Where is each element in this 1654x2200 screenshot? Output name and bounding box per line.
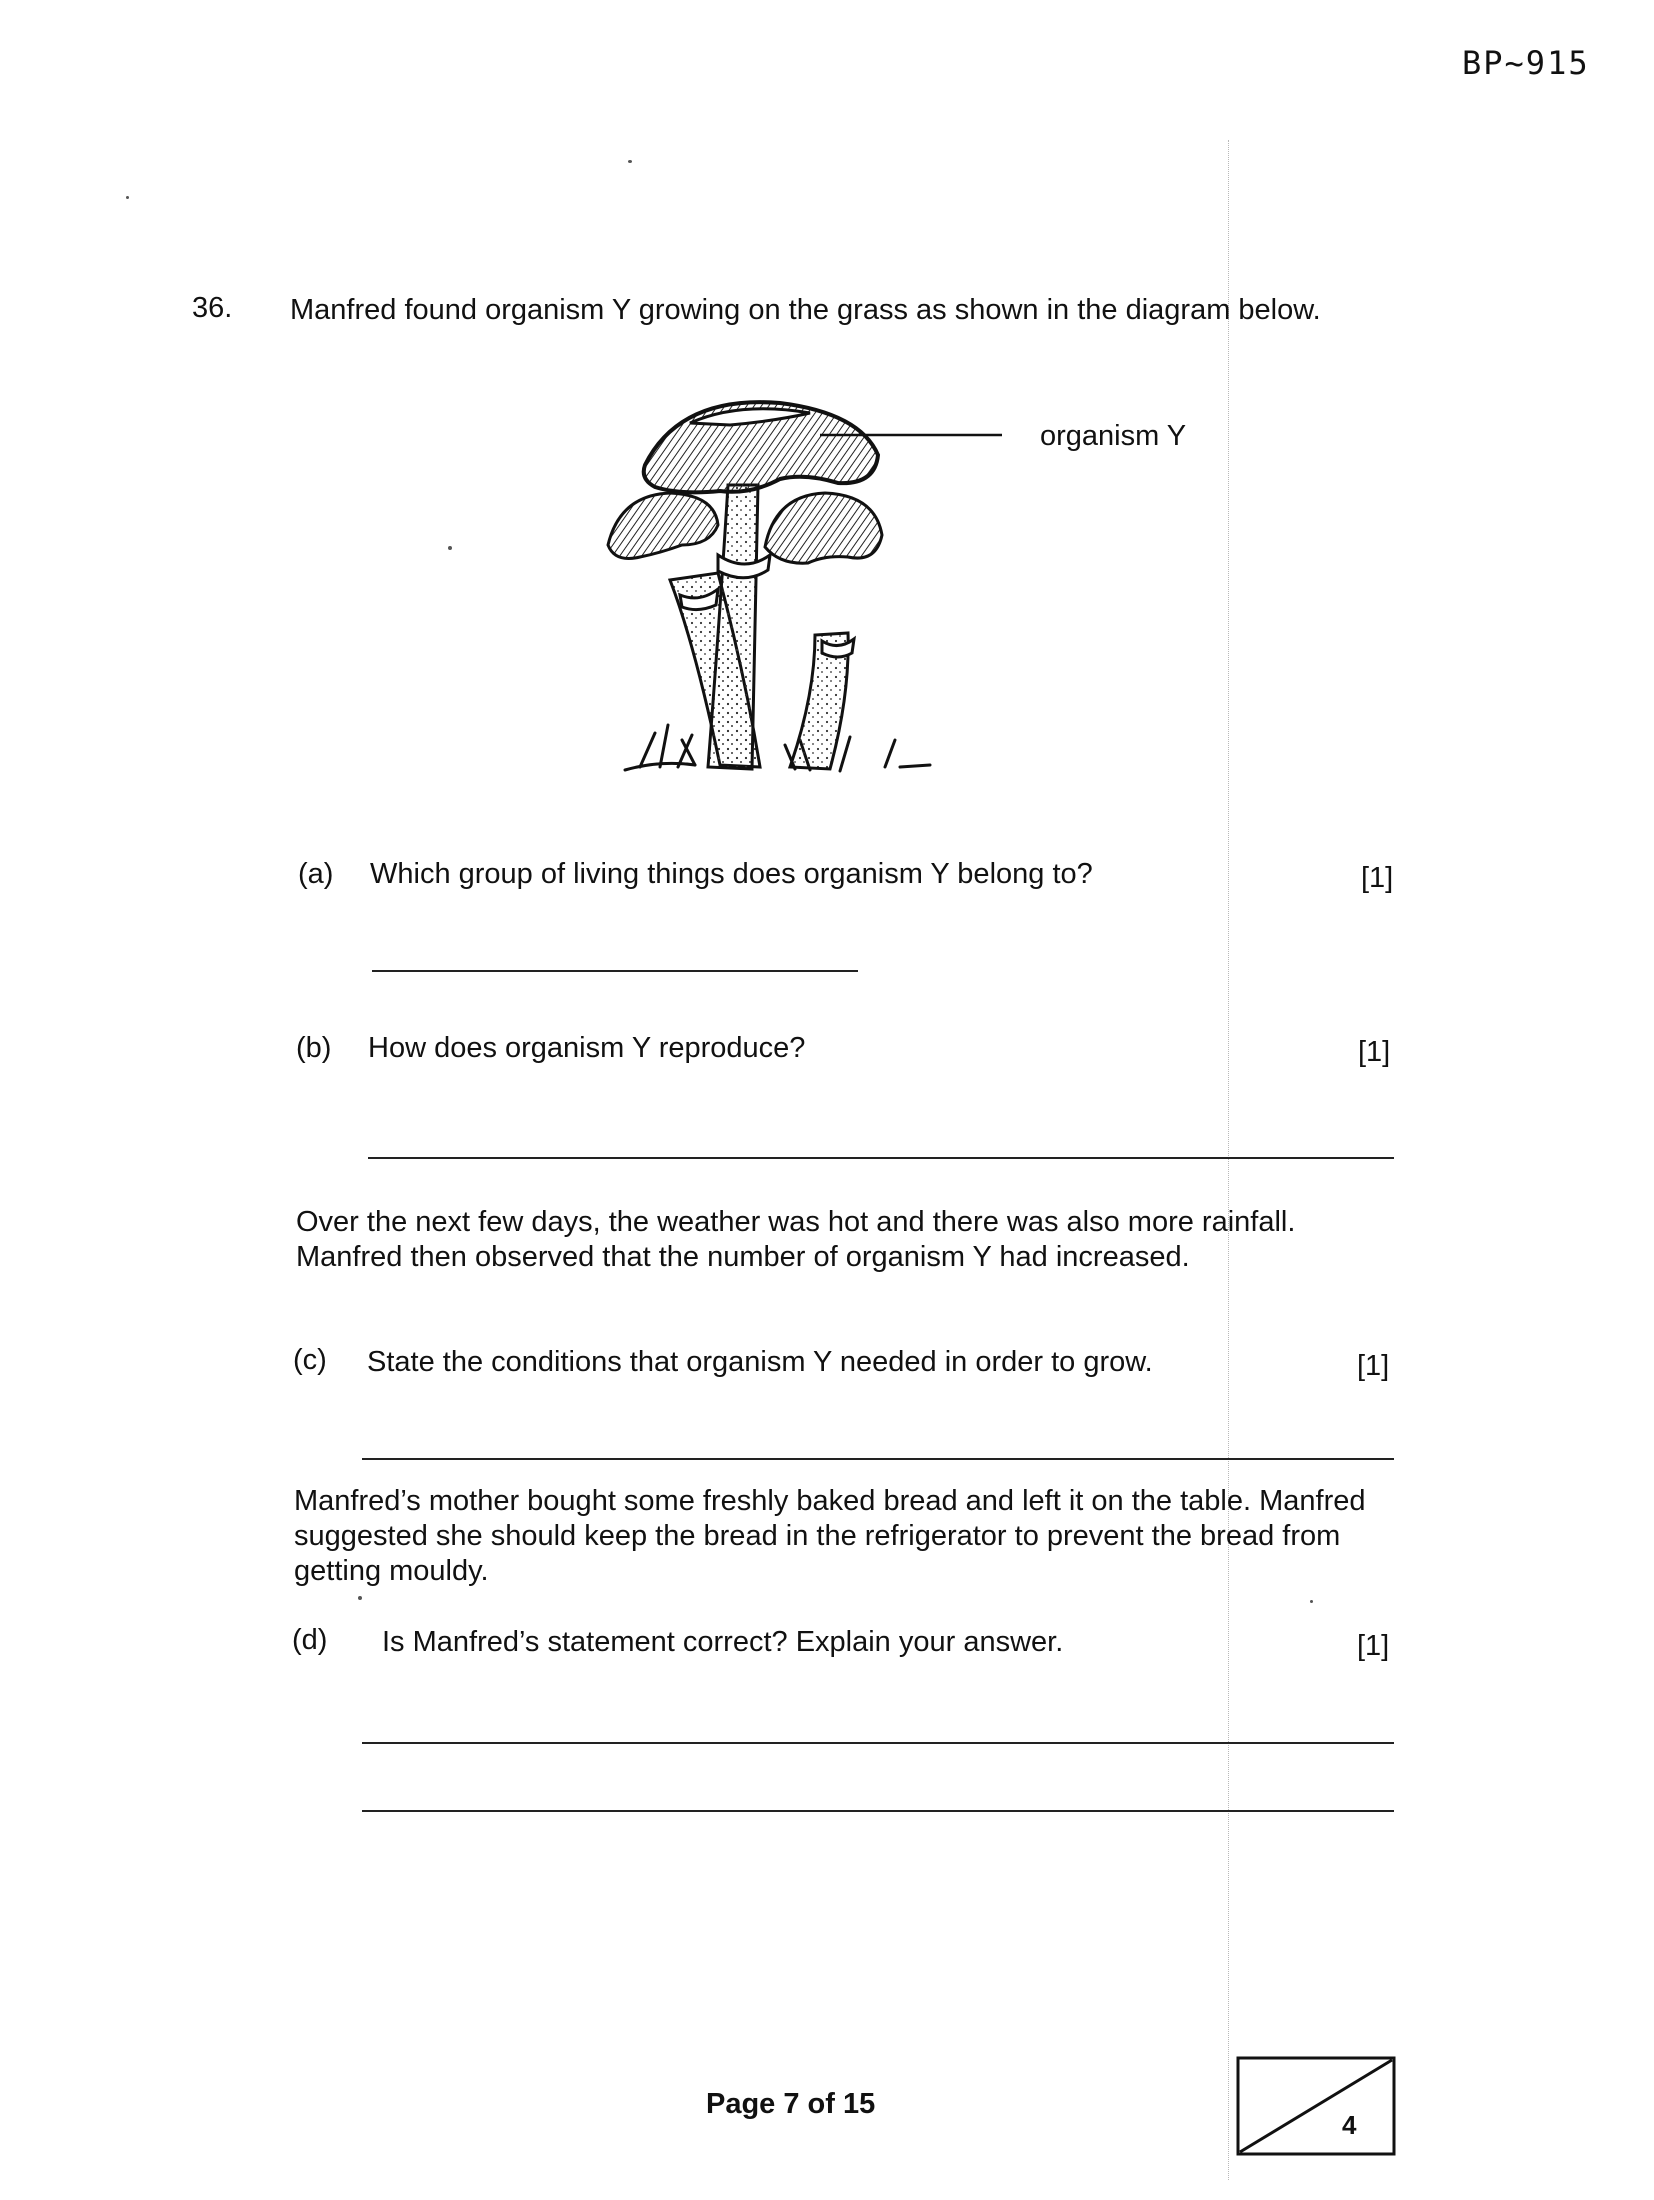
- scan-speck: [358, 1596, 362, 1600]
- scan-line: [1228, 140, 1229, 2180]
- scan-speck: [628, 160, 632, 163]
- question-number: 36.: [192, 292, 233, 324]
- part-a-answer-line[interactable]: [372, 970, 858, 972]
- part-c-answer-line[interactable]: [362, 1458, 1394, 1460]
- part-b-question: How does organism Y reproduce?: [368, 1032, 806, 1064]
- question-intro: Manfred found organism Y growing on the grass as shown in the diagram below.: [290, 294, 1321, 326]
- part-c-marks: [1]: [1357, 1350, 1390, 1382]
- context-paragraph-weather: Over the next few days, the weather was hot and there was also more rainfall. Manfred then observed that the number of organism Y had increased.: [296, 1206, 1296, 1273]
- scan-speck: [126, 196, 129, 199]
- score-box: [1236, 2056, 1396, 2156]
- part-d-answer-line-2[interactable]: [362, 1810, 1394, 1812]
- part-a-label: (a): [298, 858, 334, 890]
- scan-speck: [448, 546, 452, 550]
- scan-speck: [1310, 1600, 1313, 1603]
- part-c-label: (c): [293, 1344, 327, 1376]
- part-a-question: Which group of living things does organism Y belong to?: [370, 858, 1093, 890]
- part-b-marks: [1]: [1358, 1036, 1391, 1068]
- part-a-marks: [1]: [1361, 862, 1394, 894]
- diagram-label-organism-y: organism Y: [1040, 420, 1187, 452]
- part-d-marks: [1]: [1357, 1630, 1390, 1662]
- grass: [625, 725, 930, 771]
- score-box-value: 4: [1342, 2110, 1357, 2140]
- part-b-label: (b): [296, 1032, 332, 1064]
- document-code: BP~915: [1462, 44, 1590, 82]
- mushroom-diagram: [600, 395, 1020, 795]
- part-d-label: (d): [292, 1624, 328, 1656]
- context-paragraph-bread: Manfred’s mother bought some freshly baked bread and left it on the table. Manfred suggested she should keep the bread in the refrigerator to prevent the bread from getting mouldy.: [294, 1485, 1366, 1587]
- part-d-question: Is Manfred’s statement correct? Explain your answer.: [382, 1626, 1064, 1658]
- page-number: Page 7 of 15: [706, 2088, 876, 2120]
- part-d-answer-line-1[interactable]: [362, 1742, 1394, 1744]
- part-b-answer-line[interactable]: [368, 1157, 1394, 1159]
- part-c-question: State the conditions that organism Y needed in order to grow.: [367, 1346, 1153, 1378]
